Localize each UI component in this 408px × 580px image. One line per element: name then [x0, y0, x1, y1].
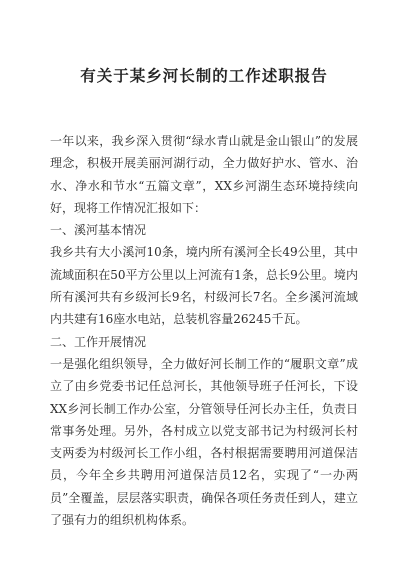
basic-info-paragraph: 我乡共有大小溪河10条，境内所有溪河全长49公里，其中流域面积在50平方公里以上河流有1条，总长9公里。境内所有溪河共有乡级河长9名，村级河长7名。全乡溪河流域内共建有16座水电站，总装机容量26245千瓦。: [50, 245, 358, 327]
section-heading-basic-info: 一、溪河基本情况: [50, 223, 147, 238]
document-body: [50, 130, 358, 531]
intro-paragraph: 一年以来，我乡深入贯彻“绿水青山就是金山银山”的发展理念，积极开展美丽河湖行动，全力做好护水、管水、治水、净水和节水“五篇文章”，XX乡河湖生态环境持续向好，现将工作情况汇报如下：: [50, 134, 358, 215]
document-title: 有关于某乡河长制的工作述职报告: [80, 67, 328, 85]
work-progress-paragraph: 一是强化组织领导，全力做好河长制工作的“履职文章”成立了由乡党委书记任总河长，其他领导班子任河长，下设XX乡河长制工作办公室，分管领导任河长办主任，负责日常事务处理。另外，各村成立以党支部书记为村级河长村支两委为村级河长工作小组，各村根据需要聘用河道保洁员，今年全乡共聘用河道保洁员12名，实现了“一办两员”全覆盖，层层落实职责，确保各项任务责任到人，建立了强有力的组织机构体系。: [50, 356, 358, 528]
section-heading-work-progress: 二、工作开展情况: [50, 334, 147, 349]
